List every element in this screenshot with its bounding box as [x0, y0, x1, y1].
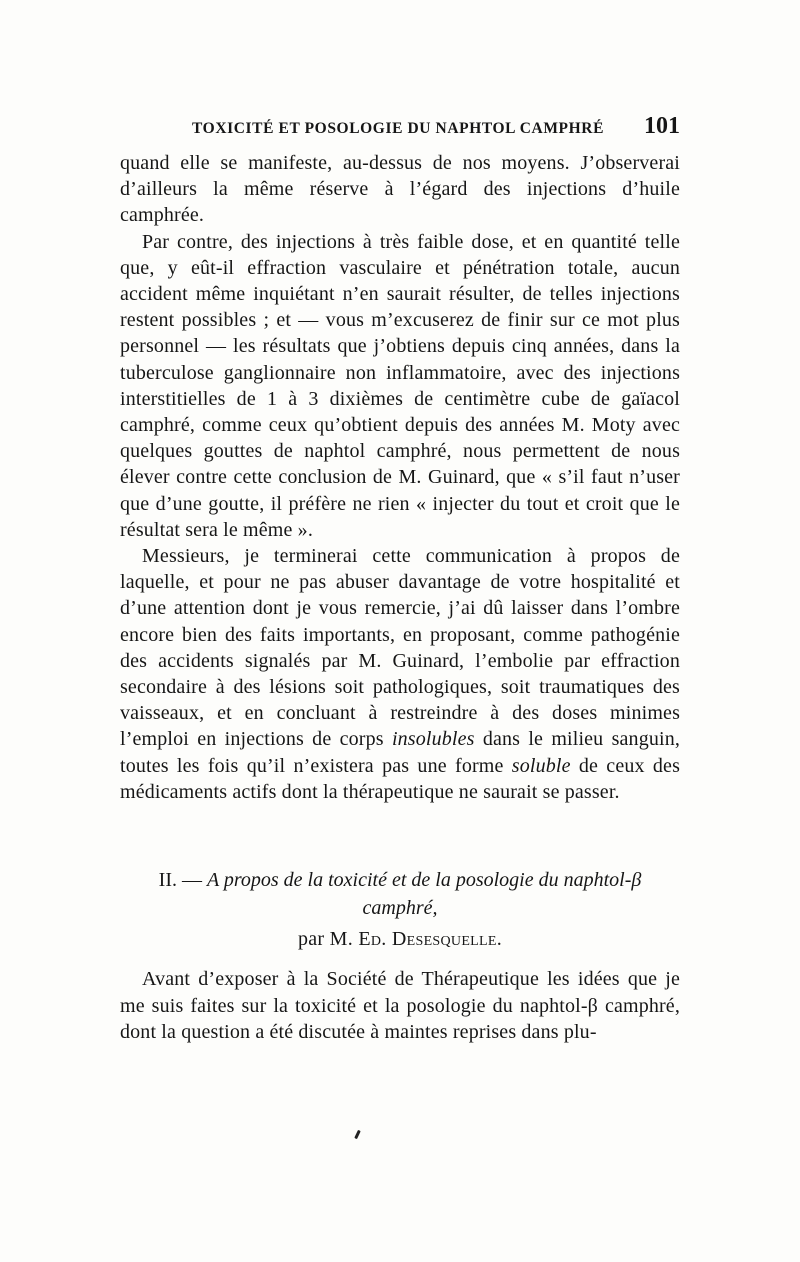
byline-prefix: par M.: [297, 928, 359, 950]
byline: [120, 928, 680, 951]
paragraph-text: Messieurs, je terminerai cette communication à propos de laquelle, et pour ne pas abuser davantage de votre hospitalité et d’une attention dont je vous remercie, j’ai dû laisser dans l’ombre encore bien des faits importants, en proposant, comme pathogénie des accidents signalés par M. Guinard, l’embolie par effraction secondaire à des lésions soit pathologiques, soit traumatiques des vaisseaux, et en concluant à restreindre à des doses minimes l’emploi en injections de corps: [120, 545, 680, 751]
section-number: II. —: [158, 869, 202, 891]
page-number: 101: [644, 113, 680, 139]
page-header: [120, 112, 680, 142]
paragraph: Par contre, des injections à très faible dose, et en quantité telle que, y eût-il effraction vasculaire et pénétration totale, aucun accident même inquiétant n’en saurait résulter, de telles injections restent possibles ; et — vous m’excuserez de finir sur ce mot plus personnel — les résultats que j’obtiens depuis cinq années, dans la tuberculose ganglionnaire non inflammatoire, avec des injections interstitielles de 1 à 3 dixièmes de centimètre cube de gaïacol camphré, comme ceux qu’obtient depuis des années M. Moty avec quelques gouttes de naphtol camphré, nous permettent de nous élever contre cette conclusion de M. Guinard, que « s’il faut n’user que d’une goutte, il préfère ne rien « injecter du tout et croit que le résultat sera le même ».: [120, 230, 680, 541]
section-title: A propos de la toxicité et de la posologie du naphtol-β camphré,: [206, 869, 642, 919]
paragraph-opening: Avant d’exposer à la Société de Thérapeutique les idées que je me suis faites sur la toxicité et la posologie du naphtol-β camphré, dont la question a été discutée à maintes reprises dans plu-: [120, 968, 680, 1043]
paragraph-continued: quand elle se manifeste, au-dessus de nos moyens. J’observerai d’ailleurs la même réserve à l’égard des injections d’huile camphrée.: [120, 152, 680, 227]
ink-speck: [354, 1130, 361, 1139]
author-name: Ed. Desesquelle.: [358, 928, 503, 950]
body-text: [120, 150, 680, 805]
paragraph-text: de ceux des médicaments actifs dont la thérapeutique ne saurait se passer.: [120, 754, 681, 803]
running-head: TOXICITÉ ET POSOLOGIE DU NAPHTOL CAMPHRÉ: [192, 120, 605, 137]
paragraph-conclusion: [120, 543, 680, 805]
paragraph-text: dans le milieu sanguin, toutes les fois qu’il n’existera pas une forme: [120, 728, 681, 777]
emphasis: soluble: [511, 754, 571, 777]
body-text-section: [120, 966, 680, 1046]
section-heading: [120, 866, 680, 922]
emphasis: insolubles: [391, 728, 475, 751]
